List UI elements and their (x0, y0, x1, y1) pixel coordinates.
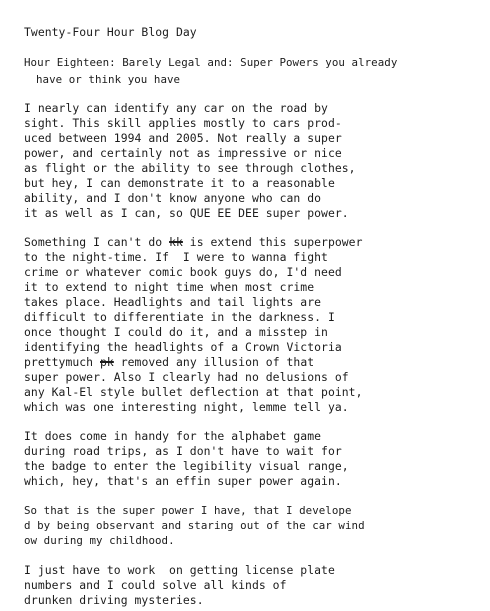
paragraph-1-line: ability, and I don't know anyone who can do (24, 191, 322, 205)
page-title: Twenty-Four Hour Blog Day (24, 25, 197, 39)
hour-heading-line-1: Hour Eighteen: Barely Legal and: Super Powers you already (24, 56, 398, 69)
paragraph-2-line: it to extend to night time when most crime (24, 280, 315, 294)
paragraph-2-line: which was one interesting night, lemme tell ya. (24, 400, 349, 414)
paragraph-4-line: d by being observant and staring out of the car wind (24, 519, 365, 532)
paragraph-2-text: is extend this superpower (182, 235, 363, 249)
paragraph-2-text: Something I can't do (24, 235, 170, 249)
paragraph-2-text: removed any illusion of that (113, 355, 315, 369)
paragraph-1-line: it as well as I can, so QUE EE DEE super power. (24, 206, 349, 220)
paragraph-1-line: I nearly can identify any car on the road by (24, 101, 328, 115)
paragraph-1-line: power, and certainly not as impressive or nice (24, 146, 342, 160)
paragraph-1-line: but hey, I can demonstrate it to a reasonable (24, 176, 335, 190)
paragraph-2-line: any Kal-El style bullet deflection at that point, (24, 385, 363, 399)
paragraph-4-line: So that is the super power I have, that I develope (24, 504, 352, 517)
paragraph-2-line: super power. Also I clearly had no delusions of (24, 370, 349, 384)
paragraph-2-line (24, 355, 314, 370)
paragraph-1-line: as flight or the ability to see through clothes, (24, 161, 356, 175)
paragraph-5-line: numbers and I could solve all kinds of (24, 578, 287, 592)
paragraph-2-line (24, 235, 363, 250)
paragraph-2-line: crime or whatever comic book guys do, I'd need (24, 265, 342, 279)
paragraph-2-line: difficult to differentiate in the darkness. I (24, 310, 335, 324)
paragraph-2-line: to the night-time. If I were to wanna fight (24, 250, 328, 264)
paragraph-4-line: ow during my childhood. (24, 534, 175, 547)
hour-heading-line-2: have or think you have (36, 73, 181, 86)
struck-typo: pk (100, 355, 114, 369)
paragraph-2-line: takes place. Headlights and tail lights are (24, 295, 322, 309)
paragraph-1-line: uced between 1994 and 2005. Not really a super (24, 131, 342, 145)
paragraph-2-text: prettymuch (24, 355, 100, 369)
paragraph-3-line: It does come in handy for the alphabet game (24, 429, 322, 443)
paragraph-3-line: during road trips, as I don't have to wait for (24, 444, 342, 458)
paragraph-1-line: sight. This skill applies mostly to cars prod- (24, 116, 342, 130)
paragraph-3-line: which, hey, that's an effin super power again. (24, 474, 342, 488)
struck-typo: kk (169, 235, 183, 249)
paragraph-2-line: identifying the headlights of a Crown Victoria (24, 340, 342, 354)
paragraph-5-line: I just have to work on getting license plate (24, 563, 335, 577)
paragraph-5-line: drunken driving mysteries. (24, 593, 204, 607)
paragraph-3-line: the badge to enter the legibility visual range, (24, 459, 349, 473)
paragraph-2-line: once thought I could do it, and a misstep in (24, 325, 328, 339)
